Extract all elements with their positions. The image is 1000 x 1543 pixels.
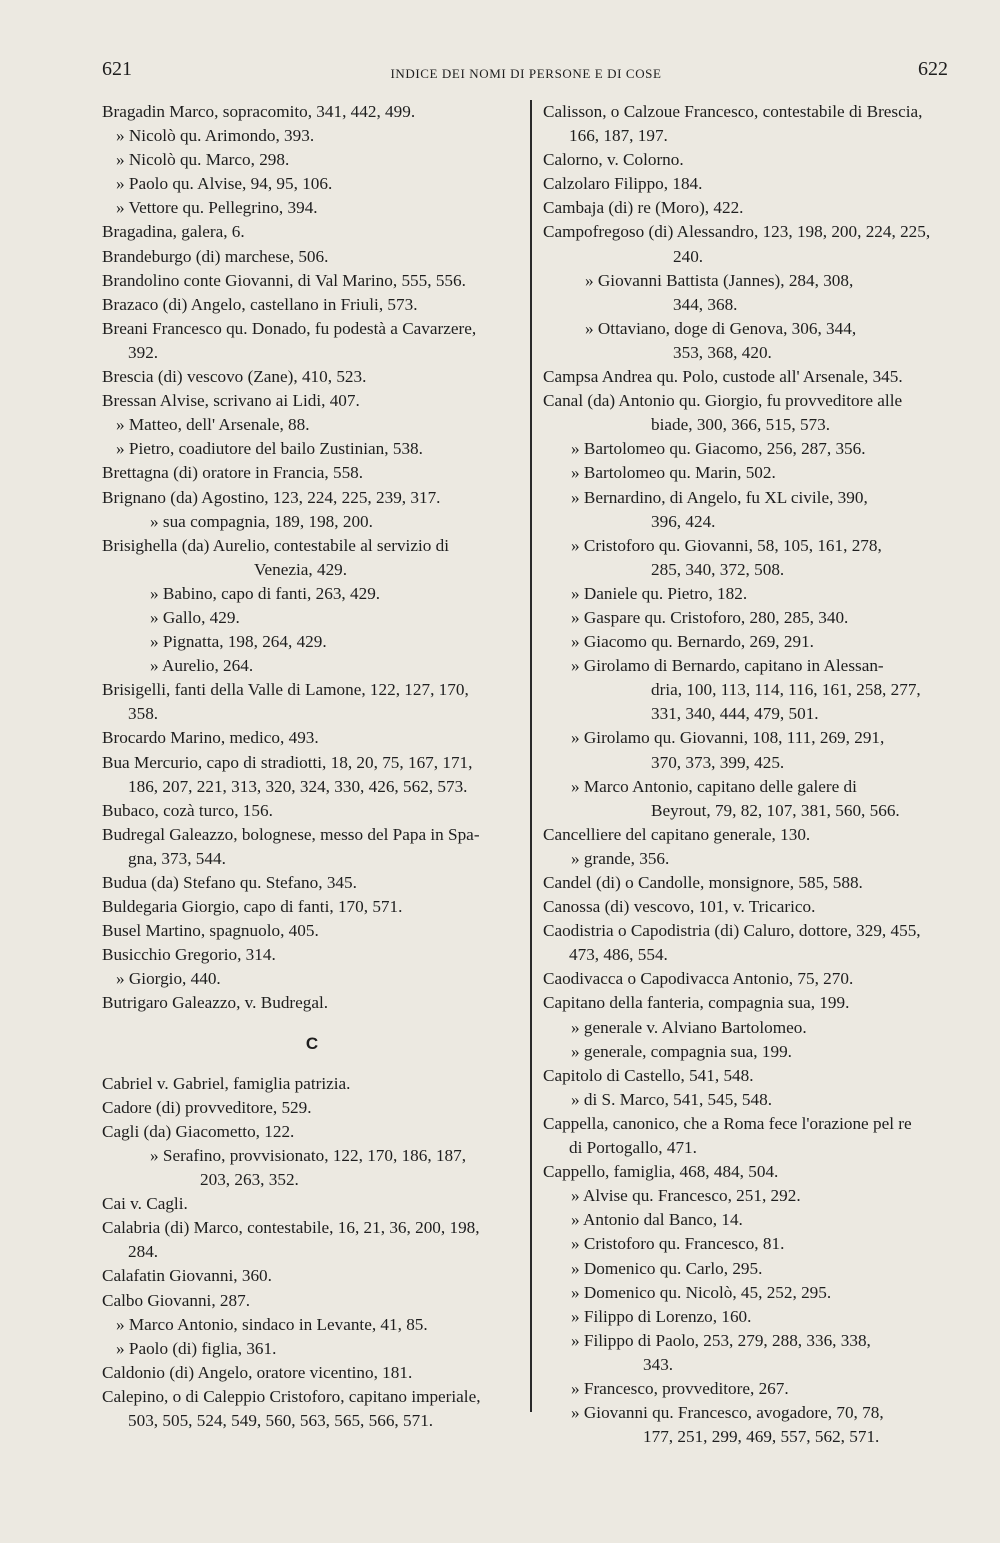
index-entry: [543, 1040, 957, 1064]
entry-line: Bragadina, galera, 6.: [102, 222, 245, 242]
index-entry: [102, 534, 522, 582]
index-entry: [102, 967, 522, 991]
index-entry: [102, 220, 522, 244]
index-entry: [543, 1232, 957, 1256]
entry-line: » Babino, capo di fanti, 263, 429.: [150, 583, 381, 603]
entry-line: Budregal Galeazzo, bolognese, messo del Papa in Spa-: [102, 824, 480, 844]
entry-line: Calabria (di) Marco, contestabile, 16, 21, 36, 200, 198,: [102, 1218, 480, 1238]
entry-continuation-line: di Portogallo, 471.: [569, 1138, 697, 1158]
index-entry: [102, 293, 522, 317]
entry-line: Buldegaria Giorgio, capo di fanti, 170, 571.: [102, 897, 403, 917]
index-entry: [102, 317, 522, 365]
entry-line: Cabriel v. Gabriel, famiglia patrizia.: [102, 1073, 351, 1093]
column-divider: [530, 100, 532, 1412]
entry-line: » Marco Antonio, capitano delle galere di: [571, 776, 857, 796]
index-entry: [543, 919, 957, 967]
index-entry: [543, 196, 957, 220]
index-entry: [102, 919, 522, 943]
entry-continuation-line: 353, 368, 420.: [673, 342, 772, 362]
entry-line: » Cristoforo qu. Francesco, 81.: [571, 1234, 785, 1254]
index-entry: [543, 606, 957, 630]
entry-line: Cadore (di) provveditore, 529.: [102, 1097, 312, 1117]
index-entry: [102, 991, 522, 1015]
index-entry: [102, 823, 522, 871]
index-entry: [543, 1281, 957, 1305]
entry-line: Capitolo di Castello, 541, 548.: [543, 1065, 754, 1085]
index-entry: [543, 871, 957, 895]
index-entry: [102, 1361, 522, 1385]
entry-line: » Gaspare qu. Cristoforo, 280, 285, 340.: [571, 607, 849, 627]
entry-line: Cagli (da) Giacometto, 122.: [102, 1121, 295, 1141]
index-entry: [102, 630, 522, 654]
index-entry: [543, 1329, 957, 1377]
entry-line: Bressan Alvise, scrivano ai Lidi, 407.: [102, 391, 360, 411]
entry-line: Bragadin Marco, sopracomito, 341, 442, 499.: [102, 102, 416, 121]
entry-continuation-line: 343.: [643, 1354, 674, 1374]
entry-line: » Vettore qu. Pellegrino, 394.: [116, 198, 318, 218]
entry-line: » Antonio dal Banco, 14.: [571, 1210, 743, 1230]
entry-line: Brescia (di) vescovo (Zane), 410, 523.: [102, 367, 367, 387]
index-entry: [543, 1088, 957, 1112]
index-entry: [102, 269, 522, 293]
entry-line: Calisson, o Calzoue Francesco, contestabile di Brescia,: [543, 102, 923, 121]
entry-continuation-line: 344, 368.: [673, 294, 738, 314]
entry-line: » Pietro, coadiutore del bailo Zustinian, 538.: [116, 439, 423, 459]
entry-continuation-line: Beyrout, 79, 82, 107, 381, 560, 566.: [651, 800, 900, 820]
entry-line: » Domenico qu. Nicolò, 45, 252, 295.: [571, 1282, 832, 1302]
entry-continuation-line: 396, 424.: [651, 511, 716, 531]
entry-continuation-line: dria, 100, 113, 114, 116, 161, 258, 277,: [651, 680, 921, 700]
entry-line: Canossa (di) vescovo, 101, v. Tricarico.: [543, 897, 816, 917]
index-entry: [102, 461, 522, 485]
entry-line: » Alvise qu. Francesco, 251, 292.: [571, 1186, 801, 1206]
index-entry: [102, 1072, 522, 1096]
index-entry: [102, 1192, 522, 1216]
page-number-left: 621: [102, 58, 132, 80]
entry-line: Candel (di) o Candolle, monsignore, 585, 588.: [543, 873, 863, 892]
entry-line: » Giacomo qu. Bernardo, 269, 291.: [571, 632, 814, 652]
entry-line: » Paolo qu. Alvise, 94, 95, 106.: [116, 174, 333, 194]
page-header: [100, 58, 952, 92]
index-entry: [102, 726, 522, 750]
index-entry: [102, 172, 522, 196]
entry-line: Brocardo Marino, medico, 493.: [102, 728, 319, 748]
entry-line: Calorno, v. Colorno.: [543, 150, 684, 170]
index-entry: [543, 775, 957, 823]
entry-line: Campofregoso (di) Alessandro, 123, 198, 200, 224, 225,: [543, 222, 931, 242]
entry-line: Capitano della fanteria, compagnia sua, 199.: [543, 993, 850, 1013]
index-entry: [543, 1377, 957, 1401]
index-entry: [102, 437, 522, 461]
entry-continuation-line: 358.: [128, 704, 159, 724]
entry-line: » Giovanni Battista (Jannes), 284, 308,: [585, 270, 854, 290]
index-entry: [543, 461, 957, 485]
index-entry: [543, 895, 957, 919]
index-entry: [543, 1257, 957, 1281]
index-entry: [543, 317, 957, 365]
index-entry: [543, 486, 957, 534]
index-entry: [543, 389, 957, 437]
index-entry: [543, 365, 957, 389]
entry-line: » generale, compagnia sua, 199.: [571, 1041, 792, 1061]
entry-line: Canal (da) Antonio qu. Giorgio, fu provveditore alle: [543, 391, 903, 411]
index-entry: [543, 534, 957, 582]
section-gap: [102, 1016, 522, 1028]
entry-continuation-line: 370, 373, 399, 425.: [651, 752, 785, 772]
index-entry: [102, 510, 522, 534]
entry-continuation-line: 473, 486, 554.: [569, 945, 668, 965]
entry-line: » Marco Antonio, sindaco in Levante, 41, 85.: [116, 1314, 428, 1334]
entry-line: Caodivacca o Capodivacca Antonio, 75, 270.: [543, 969, 854, 989]
index-entry: [102, 1216, 522, 1264]
entry-line: » Giovanni qu. Francesco, avogadore, 70, 78,: [571, 1403, 884, 1423]
entry-line: Bua Mercurio, capo di stradiotti, 18, 20, 75, 167, 171,: [102, 752, 473, 772]
index-entry: [543, 630, 957, 654]
index-entry: [543, 220, 957, 268]
entry-line: Brazaco (di) Angelo, castellano in Friuli, 573.: [102, 294, 418, 314]
entry-continuation-line: 186, 207, 221, 313, 320, 324, 330, 426, 562, 573.: [128, 776, 468, 796]
index-entry: [102, 751, 522, 799]
entry-line: Calzolaro Filippo, 184.: [543, 174, 703, 194]
index-entry: [543, 1401, 957, 1449]
entry-line: Calafatin Giovanni, 360.: [102, 1266, 272, 1286]
entry-continuation-line: Venezia, 429.: [254, 559, 348, 579]
index-entry: [102, 1096, 522, 1120]
entry-line: Cai v. Cagli.: [102, 1194, 188, 1214]
entry-line: Campsa Andrea qu. Polo, custode all' Arsenale, 345.: [543, 367, 903, 387]
index-entry: [102, 943, 522, 967]
entry-line: » Girolamo di Bernardo, capitano in Alessan-: [571, 656, 884, 676]
index-entry: [543, 582, 957, 606]
index-entry: [543, 726, 957, 774]
index-entry: [543, 1208, 957, 1232]
index-entry: [543, 654, 957, 726]
entry-line: Bubaco, cozà turco, 156.: [102, 800, 273, 820]
index-entry: [102, 1120, 522, 1144]
index-entry: [102, 1289, 522, 1313]
entry-line: » Paolo (di) figlia, 361.: [116, 1338, 277, 1358]
index-entry: [543, 148, 957, 172]
entry-line: » Cristoforo qu. Giovanni, 58, 105, 161, 278,: [571, 535, 882, 555]
index-entry: [102, 678, 522, 726]
entry-line: » Gallo, 429.: [150, 607, 240, 627]
entry-line: Cappello, famiglia, 468, 484, 504.: [543, 1162, 779, 1182]
index-entry: [102, 245, 522, 269]
entry-line: » Filippo di Lorenzo, 160.: [571, 1306, 752, 1326]
entry-continuation-line: 166, 187, 197.: [569, 126, 668, 146]
entry-line: Calbo Giovanni, 287.: [102, 1290, 250, 1310]
index-entry: [102, 1385, 522, 1433]
index-entry: [102, 389, 522, 413]
entry-line: Brisighella (da) Aurelio, contestabile al servizio di: [102, 535, 449, 555]
index-entry: [102, 1264, 522, 1288]
index-entry: [102, 871, 522, 895]
entry-line: » Nicolò qu. Marco, 298.: [116, 150, 290, 170]
index-entry: [102, 1144, 522, 1192]
entry-continuation-line: 285, 340, 372, 508.: [651, 559, 785, 579]
entry-line: » Filippo di Paolo, 253, 279, 288, 336, 338,: [571, 1330, 871, 1350]
entry-line: Busel Martino, spagnuolo, 405.: [102, 921, 319, 941]
page-number-right: 622: [918, 58, 948, 80]
section-gap: [102, 1060, 522, 1072]
entry-line: » Bernardino, di Angelo, fu XL civile, 390,: [571, 487, 868, 507]
index-entry: [102, 413, 522, 437]
index-entry: [102, 124, 522, 148]
entry-line: » sua compagnia, 189, 198, 200.: [150, 511, 373, 531]
index-entry: [543, 269, 957, 317]
entry-line: Butrigaro Galeazzo, v. Budregal.: [102, 993, 329, 1013]
entry-continuation-line: 503, 505, 524, 549, 560, 563, 565, 566, 571.: [128, 1410, 434, 1430]
entry-line: » di S. Marco, 541, 545, 548.: [571, 1089, 772, 1109]
index-entry: [102, 1337, 522, 1361]
running-title: INDICE DEI NOMI DI PERSONE E DI COSE: [390, 66, 662, 81]
entry-line: Budua (da) Stefano qu. Stefano, 345.: [102, 873, 357, 892]
entry-continuation-line: 203, 263, 352.: [200, 1170, 299, 1190]
index-entry: [543, 1112, 957, 1160]
entry-line: Busicchio Gregorio, 314.: [102, 945, 276, 965]
index-entry: [543, 1016, 957, 1040]
index-entry: [543, 967, 957, 991]
entry-line: Caldonio (di) Angelo, oratore vicentino, 181.: [102, 1362, 413, 1382]
entry-line: » Girolamo qu. Giovanni, 108, 111, 269, 291,: [571, 728, 885, 748]
entry-line: » Matteo, dell' Arsenale, 88.: [116, 415, 310, 435]
index-entry: [102, 582, 522, 606]
section-letter-heading: C: [305, 1033, 319, 1053]
index-entry: [102, 148, 522, 172]
entry-line: » Domenico qu. Carlo, 295.: [571, 1258, 763, 1278]
entry-line: » grande, 356.: [571, 848, 670, 868]
entry-line: Cambaja (di) re (Moro), 422.: [543, 198, 744, 218]
entry-line: » Bartolomeo qu. Marin, 502.: [571, 463, 776, 483]
index-entry: [102, 486, 522, 510]
entry-line: » Bartolomeo qu. Giacomo, 256, 287, 356.: [571, 439, 866, 459]
entry-line: » Francesco, provveditore, 267.: [571, 1378, 789, 1398]
index-entry: [543, 1305, 957, 1329]
entry-continuation-line: biade, 300, 366, 515, 573.: [651, 415, 831, 435]
index-entry: [543, 100, 957, 148]
index-entry: [102, 365, 522, 389]
entry-line: » Ottaviano, doge di Genova, 306, 344,: [585, 318, 857, 338]
index-entry: [543, 847, 957, 871]
entry-line: Brandolino conte Giovanni, di Val Marino, 555, 556.: [102, 270, 466, 290]
index-entry: [543, 1184, 957, 1208]
entry-line: » Serafino, provvisionato, 122, 170, 186, 187,: [150, 1145, 467, 1165]
entry-continuation-line: 392.: [128, 342, 159, 362]
index-entry: [102, 895, 522, 919]
index-entry: [543, 1160, 957, 1184]
entry-line: » Pignatta, 198, 264, 429.: [150, 632, 327, 652]
entry-line: Cancelliere del capitano generale, 130.: [543, 824, 811, 844]
index-entry: [102, 100, 522, 124]
index-entry: [102, 196, 522, 220]
entry-line: Brignano (da) Agostino, 123, 224, 225, 239, 317.: [102, 487, 441, 507]
entry-line: » Nicolò qu. Arimondo, 393.: [116, 126, 315, 146]
entry-line: Brettagna (di) oratore in Francia, 558.: [102, 463, 364, 483]
index-entry: [543, 1064, 957, 1088]
left-column: [102, 100, 522, 1433]
entry-continuation-line: 240.: [673, 246, 704, 266]
index-entry: [102, 799, 522, 823]
index-entry: [543, 437, 957, 461]
entry-line: » generale v. Alviano Bartolomeo.: [571, 1017, 807, 1037]
entry-line: Calepino, o di Caleppio Cristoforo, capitano imperiale,: [102, 1386, 481, 1406]
entry-continuation-line: 177, 251, 299, 469, 557, 562, 571.: [643, 1427, 880, 1447]
index-entry: [543, 991, 957, 1015]
index-entry: [543, 823, 957, 847]
entry-continuation-line: 331, 340, 444, 479, 501.: [651, 704, 819, 724]
entry-line: » Daniele qu. Pietro, 182.: [571, 583, 748, 603]
entry-continuation-line: gna, 373, 544.: [128, 848, 226, 868]
right-column: [543, 100, 957, 1449]
entry-line: Cappella, canonico, che a Roma fece l'orazione pel re: [543, 1113, 912, 1133]
entry-continuation-line: 284.: [128, 1242, 159, 1262]
index-entry: [102, 654, 522, 678]
index-entry: [102, 1313, 522, 1337]
entry-line: Brisigelli, fanti della Valle di Lamone, 122, 127, 170,: [102, 680, 469, 700]
entry-line: Caodistria o Capodistria (di) Caluro, dottore, 329, 455,: [543, 921, 921, 941]
entry-line: Breani Francesco qu. Donado, fu podestà a Cavarzere,: [102, 318, 477, 338]
index-entry: [102, 606, 522, 630]
entry-line: » Giorgio, 440.: [116, 969, 221, 989]
entry-line: Brandeburgo (di) marchese, 506.: [102, 246, 329, 266]
index-entry: [543, 172, 957, 196]
entry-line: » Aurelio, 264.: [150, 656, 254, 676]
